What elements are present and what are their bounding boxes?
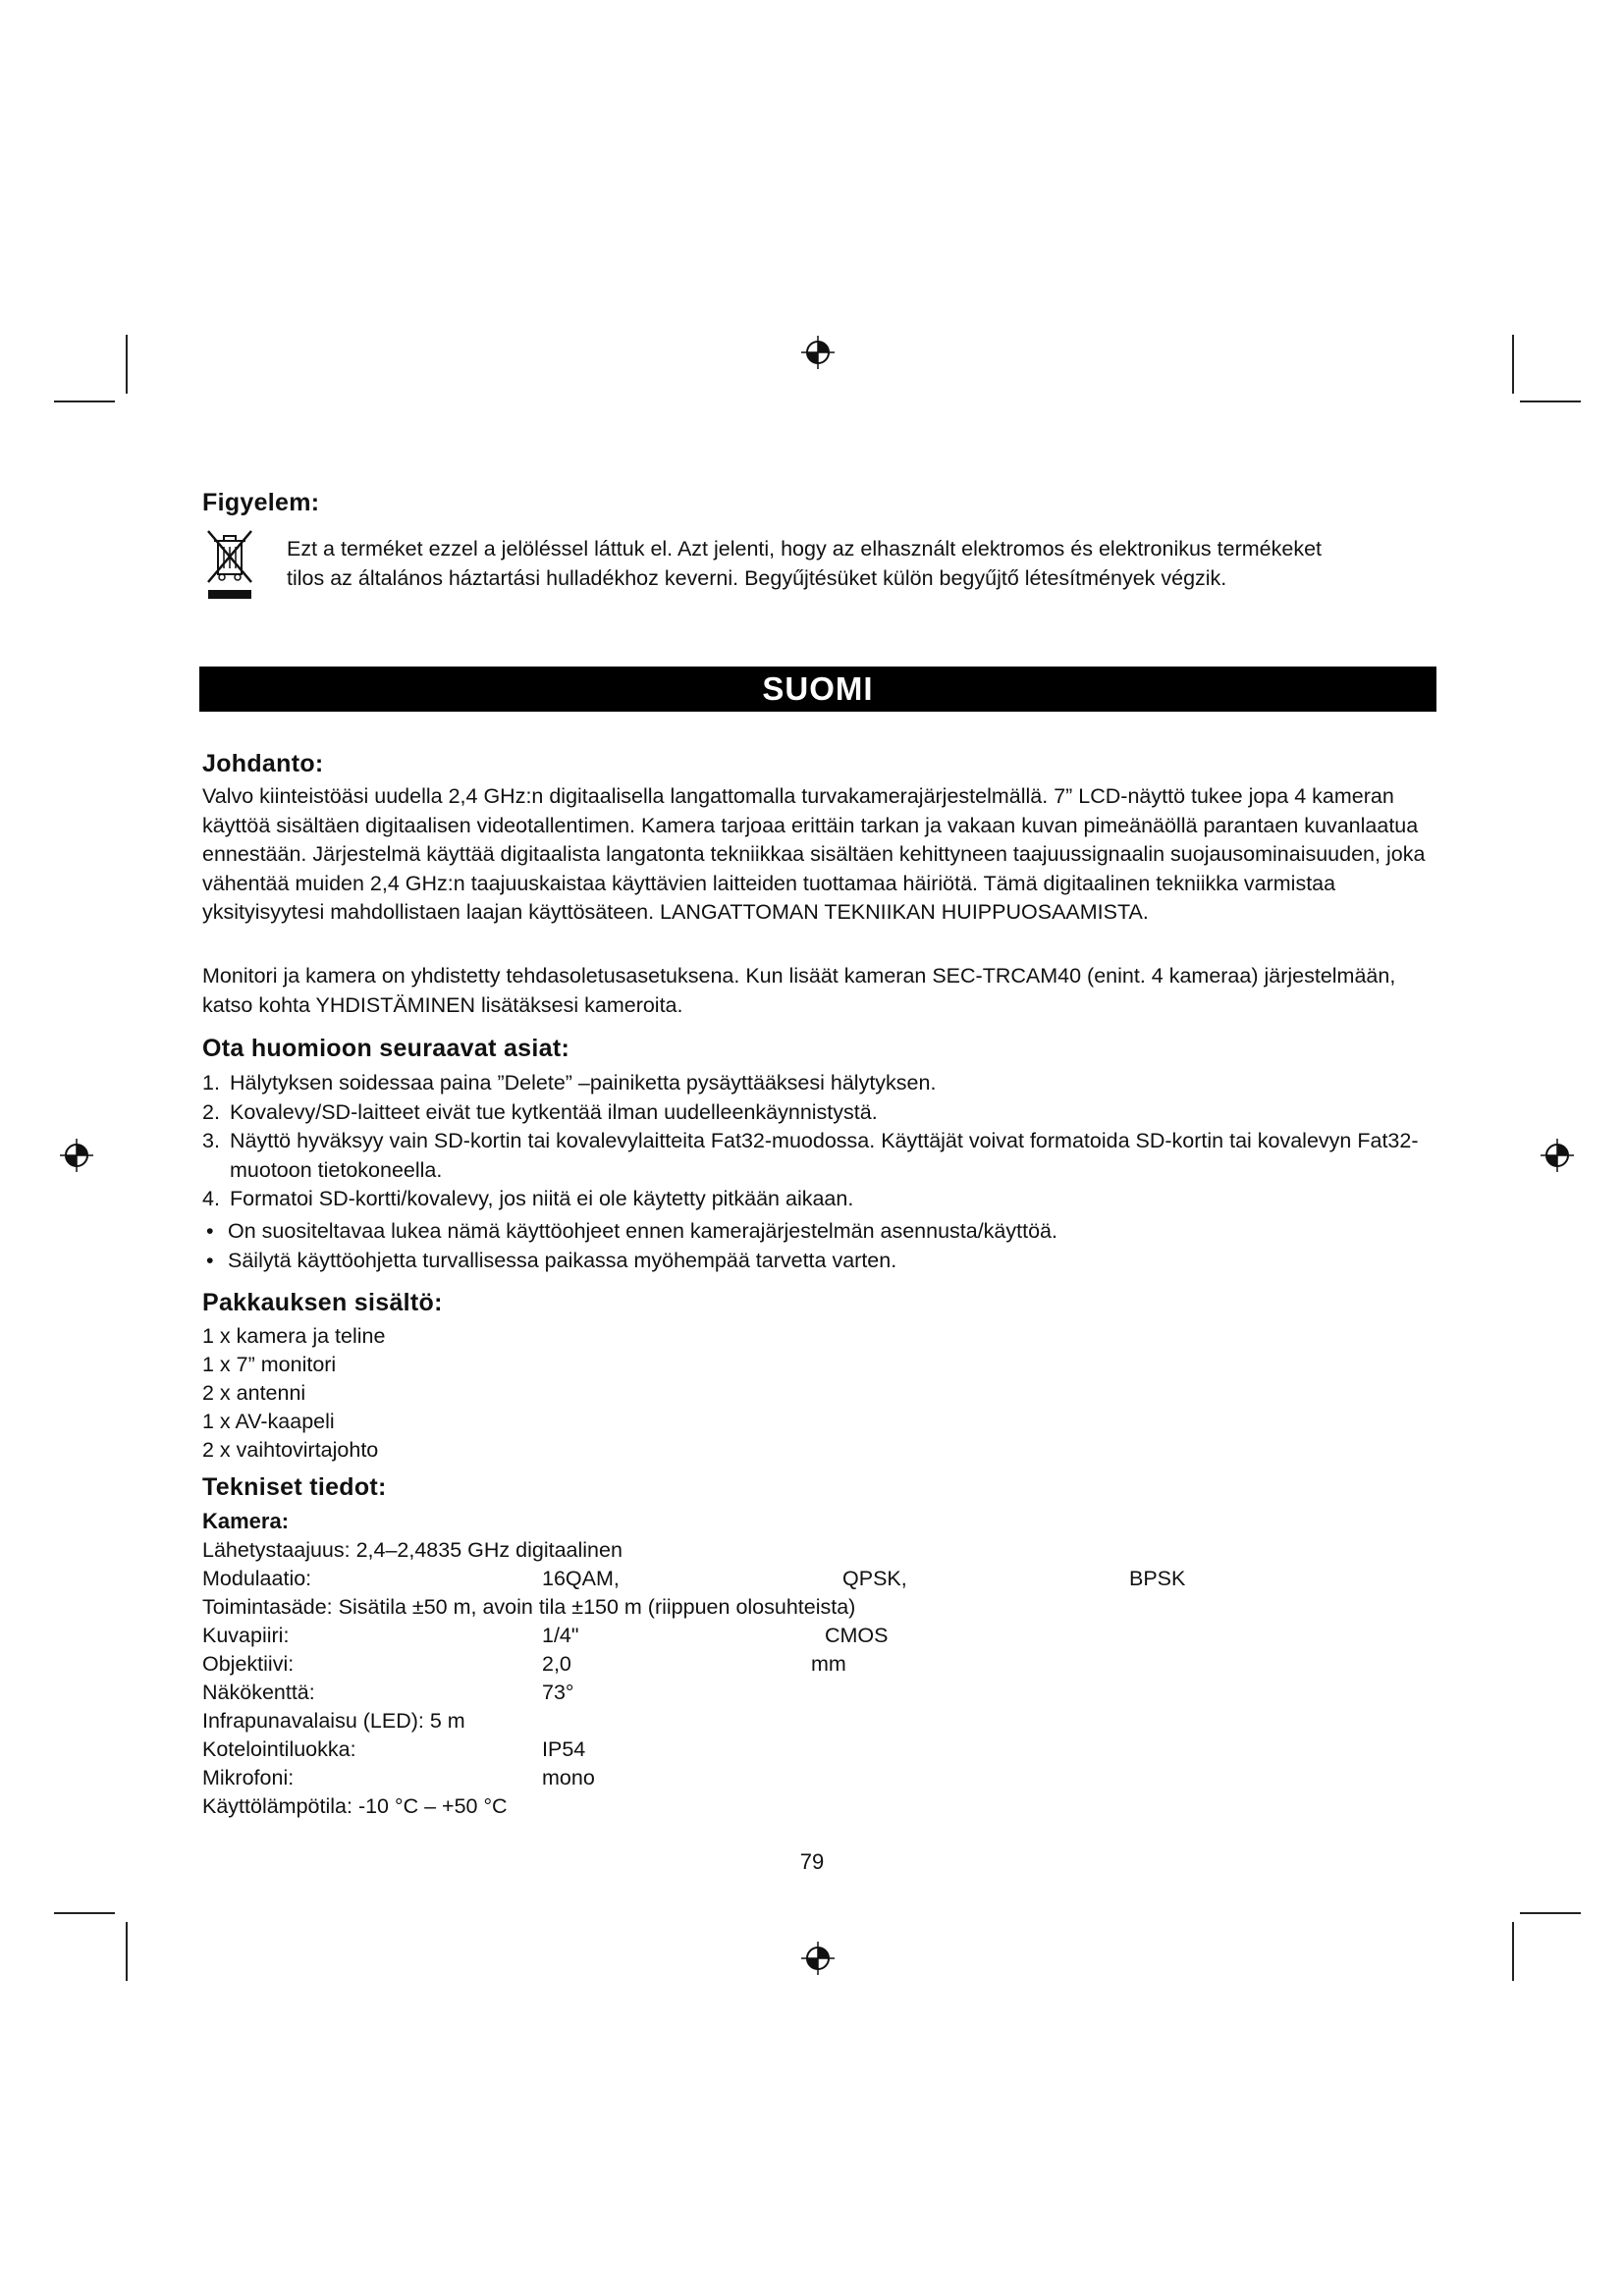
spec-value: mm	[811, 1652, 846, 1676]
spec-value: 2,0	[542, 1652, 571, 1676]
spec-row-ip	[202, 1735, 1430, 1764]
list-text: On suositeltavaa lukea nämä käyttöohjeet ennen kamerajärjestelmän asennusta/käyttöä.	[228, 1219, 1057, 1243]
crop-mark-bottom-left-h	[54, 1912, 115, 1914]
spec-value: CMOS	[825, 1624, 889, 1647]
crossed-out-wheelie-bin-icon	[202, 527, 257, 602]
spec-ir: Infrapunavalaisu (LED): 5 m	[202, 1709, 465, 1733]
spec-label: Näkökenttä:	[202, 1681, 315, 1704]
spec-label: Kotelointiluokka:	[202, 1737, 356, 1761]
spec-row-lens	[202, 1650, 1430, 1679]
list-text: Säilytä käyttöohjetta turvallisessa paikassa myöhempää tarvetta varten.	[228, 1248, 897, 1272]
intro-paragraph-1: Valvo kiinteistöäsi uudella 2,4 GHz:n digitaalisella langattomalla turvakamerajärjestelmällä. 7” LCD-näyttö tukee jopa 4 kameran käyttöä sisältäen digitaalisen videotallentimen. Kamera tarjoaa erittäin tarkan ja vakaan kuvan pimeänäöllä parantaen kuvanlaatua ennestään. Järjestelmä käyttää digitaalista langatonta tekniikkaa sisältäen kehittyneen taajuussignaalin suojausominaisuuden, joka vähentää muiden 2,4 GHz:n taajuuskaistaa käyttävien laitteiden tuottamaa häiriötä. Tämä digitaalinen tekniikka varmistaa yksityisyytesi mahdollistaen laajan käyttösäteen. LANGATTOMAN TEKNIIKAN HUIPPUOSAAMISTA.	[202, 784, 1426, 924]
list-item	[202, 1185, 1430, 1214]
bullet: •	[206, 1248, 214, 1272]
bullet: •	[206, 1219, 214, 1243]
package-item: 2 x antenni	[202, 1381, 306, 1405]
specs-subtitle: Kamera:	[202, 1509, 290, 1533]
spec-range: Toimintasäde: Sisätila ±50 m, avoin tila ±150 m (riippuen olosuhteista)	[202, 1595, 856, 1619]
spec-value: QPSK,	[842, 1567, 907, 1590]
crop-mark-bottom-right-h	[1520, 1912, 1581, 1914]
spec-value: BPSK	[1129, 1567, 1186, 1590]
list-number: 1.	[202, 1071, 220, 1095]
spec-value: 1/4"	[542, 1624, 579, 1647]
list-text: Näyttö hyväksyy vain SD-kortin tai kovalevylaitteita Fat32-muodossa. Käyttäjät voivat formatoida SD-kortin tai kovalevyn Fat32-muotoon tietokoneella.	[230, 1129, 1419, 1182]
spec-value: mono	[542, 1766, 595, 1789]
spec-row-frequency	[202, 1536, 1430, 1565]
spec-row-view-angle	[202, 1679, 1430, 1707]
intro-paragraph-2: Monitori ja kamera on yhdistetty tehdasoletusasetuksena. Kun lisäät kameran SEC-TRCAM40 (enint. 4 kameraa) järjestelmään, katso kohta YHDISTÄMINEN lisätäksesi kameroita.	[202, 964, 1396, 1017]
language-banner-title: SUOMI	[762, 670, 874, 707]
notes-bullet-list	[202, 1217, 1430, 1275]
spec-label: Objektiivi:	[202, 1652, 295, 1676]
list-number: 2.	[202, 1099, 220, 1124]
language-banner	[199, 667, 1436, 712]
spec-value: 16QAM,	[542, 1567, 620, 1590]
package-title: Pakkauksen sisältö:	[202, 1289, 443, 1316]
spec-row-sensor	[202, 1622, 1430, 1650]
spec-label: Modulaatio:	[202, 1567, 312, 1590]
spec-row-range	[202, 1593, 1430, 1622]
crop-mark-top-left-v	[126, 335, 128, 394]
intro-title: Johdanto:	[202, 750, 324, 777]
spec-temperature: Käyttölämpötila: -10 °C – +50 °C	[202, 1794, 508, 1818]
crop-mark-bottom-left-v	[126, 1922, 128, 1981]
package-item: 2 x vaihtovirtajohto	[202, 1438, 379, 1462]
registration-mark-right-icon	[1541, 1139, 1574, 1172]
list-item	[202, 1217, 1430, 1247]
notes-title: Ota huomioon seuraavat asiat:	[202, 1035, 570, 1062]
list-text: Formatoi SD-kortti/kovalevy, jos niitä ei ole käytetty pitkään aikaan.	[230, 1187, 854, 1210]
package-item: 1 x AV-kaapeli	[202, 1410, 335, 1433]
spec-frequency: Lähetystaajuus: 2,4–2,4835 GHz digitaalinen	[202, 1538, 623, 1562]
spec-label: Kuvapiiri:	[202, 1624, 290, 1647]
spec-row-ir	[202, 1707, 1430, 1735]
list-number: 3.	[202, 1129, 220, 1152]
warning-text-line-1: Ezt a terméket ezzel a jelöléssel láttuk el. Azt jelenti, hogy az elhasznált elektromos és elektronikus termékeket	[287, 537, 1323, 561]
registration-mark-top-icon	[801, 336, 835, 369]
package-item: 1 x kamera ja teline	[202, 1324, 386, 1348]
registration-mark-left-icon	[60, 1139, 93, 1172]
spec-value: IP54	[542, 1737, 586, 1761]
crop-mark-bottom-right-v	[1512, 1922, 1514, 1981]
spec-label: Mikrofoni:	[202, 1766, 295, 1789]
list-text: Kovalevy/SD-laitteet eivät tue kytkentää ilman uudelleenkäynnistystä.	[230, 1099, 878, 1124]
package-item: 1 x 7” monitori	[202, 1353, 337, 1376]
list-item	[202, 1247, 1430, 1276]
spec-row-microphone	[202, 1764, 1430, 1792]
list-text: Hälytyksen soidessaa paina ”Delete” –painiketta pysäyttääksesi hälytyksen.	[230, 1071, 937, 1095]
page-number: 79	[799, 1849, 825, 1874]
warning-title: Figyelem:	[202, 489, 320, 516]
registration-mark-bottom-icon	[801, 1942, 835, 1975]
specs-title: Tekniset tiedot:	[202, 1473, 387, 1501]
spec-row-modulation	[202, 1565, 1430, 1593]
list-item	[202, 1098, 1430, 1128]
specs-table	[202, 1536, 1430, 1821]
list-number: 4.	[202, 1187, 220, 1210]
list-item	[202, 1069, 1430, 1098]
crop-mark-top-left-h	[54, 400, 115, 402]
list-item	[202, 1127, 1430, 1185]
notes-numbered-list	[202, 1069, 1430, 1214]
spec-value: 73°	[542, 1681, 574, 1704]
crop-mark-top-right-v	[1512, 335, 1514, 394]
warning-text-line-2: tilos az általános háztartási hulladékhoz keverni. Begyűjtésüket külön begyűjtő létesítmények végzik.	[287, 566, 1227, 590]
spec-row-temperature	[202, 1792, 1430, 1821]
crop-mark-top-right-h	[1520, 400, 1581, 402]
